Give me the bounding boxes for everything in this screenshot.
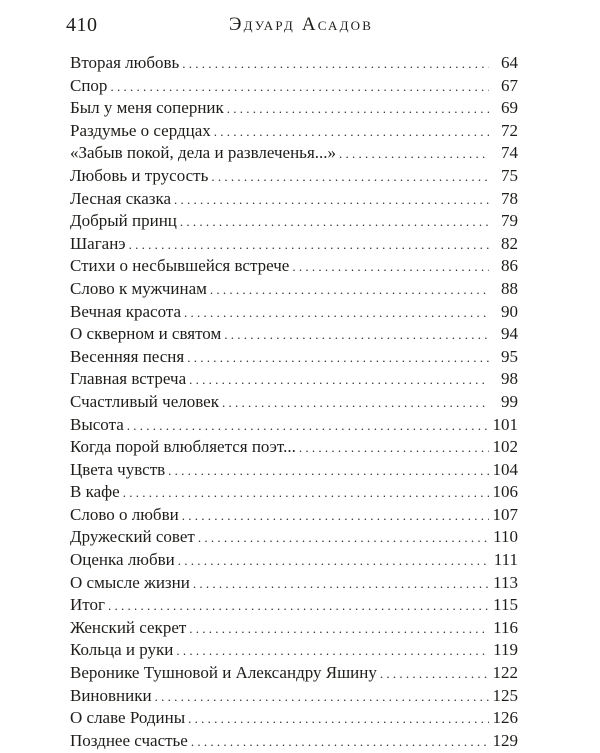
toc-dot-leader: [182, 53, 489, 76]
toc-dot-leader: [380, 663, 489, 686]
toc-dot-leader: [292, 256, 489, 279]
toc-entry-page: 69: [501, 98, 518, 118]
toc-entry: [70, 685, 518, 708]
toc-entry-title: Любовь и трусость: [70, 165, 209, 185]
toc-entry-title: Вечная красота: [70, 301, 182, 321]
toc-entry-title: «Забыв покой, дела и развлеченья...»: [70, 143, 337, 163]
toc-dot-leader: [110, 76, 489, 99]
toc-entry-title: Счастливый человек: [70, 391, 219, 411]
toc-entry-title: Спор: [70, 75, 108, 95]
toc-entry-title: О скверном и святом: [70, 324, 222, 344]
toc-entry-page: 90: [501, 301, 518, 321]
toc-entry-title: О славе Родины: [70, 708, 186, 728]
toc-entry-title: В кафе: [70, 482, 120, 502]
toc-entry-title: Добрый принц: [70, 211, 177, 231]
toc-entry-title: Главная встреча: [70, 369, 187, 389]
toc-entry-page: 126: [492, 708, 518, 728]
toc-entry-title: Лесная сказка: [70, 188, 171, 208]
toc-entry-title: Высота: [70, 414, 124, 434]
toc-dot-leader: [189, 618, 489, 641]
toc-entry-page: 74: [501, 143, 518, 163]
toc-entry: [70, 414, 518, 437]
toc-entry: [70, 255, 518, 278]
toc-entry-page: 78: [501, 188, 518, 208]
toc-entry-title: Дружеский совет: [70, 527, 195, 547]
toc-entry: [70, 391, 518, 414]
toc-entry: [70, 323, 518, 346]
toc-entry: [70, 662, 518, 685]
toc-entry-title: Раздумье о сердцах: [70, 120, 211, 140]
toc-entry-title: Веронике Тушновой и Александру Яшину: [70, 663, 377, 683]
toc-dot-leader: [184, 302, 489, 325]
toc-entry-page: 72: [501, 120, 518, 140]
toc-entry-title: Слово к мужчинам: [70, 278, 207, 298]
toc-entry-page: 111: [493, 550, 518, 570]
toc-entry: [70, 142, 518, 165]
toc-entry-title: Шаганэ: [70, 233, 126, 253]
toc-entry: [70, 188, 518, 211]
toc-dot-leader: [227, 98, 489, 121]
toc-entry-page: 113: [493, 572, 518, 592]
toc-dot-leader: [210, 279, 489, 302]
toc-dot-leader: [187, 347, 489, 370]
toc-entry-page: 110: [493, 527, 518, 547]
page-number: 410: [66, 14, 98, 36]
toc-entry-page: 75: [501, 165, 518, 185]
toc-entry: [70, 617, 518, 640]
toc-dot-leader: [123, 482, 489, 505]
toc-entry: [70, 233, 518, 256]
toc-dot-leader: [211, 166, 489, 189]
toc-entry-page: 95: [501, 346, 518, 366]
toc-entry: [70, 436, 518, 459]
toc-entry-page: 82: [501, 233, 518, 253]
toc-entry-title: Оценка любви: [70, 550, 175, 570]
toc-entry: [70, 639, 518, 662]
toc-dot-leader: [176, 640, 489, 663]
toc-entry-title: Женский секрет: [70, 617, 187, 637]
toc-entry-page: 88: [501, 278, 518, 298]
toc-entry-page: 107: [492, 504, 518, 524]
toc-entry-page: 94: [501, 324, 518, 344]
toc-entry-page: 116: [493, 617, 518, 637]
toc-entry-page: 106: [492, 482, 518, 502]
toc-entry-page: 79: [501, 211, 518, 231]
toc-dot-leader: [193, 573, 489, 596]
toc-entry: [70, 594, 518, 617]
toc-dot-leader: [182, 505, 489, 528]
page-header: [66, 14, 526, 42]
toc-dot-leader: [108, 595, 489, 618]
toc-entry-page: 119: [493, 640, 518, 660]
toc-dot-leader: [129, 234, 489, 257]
toc-entry: [70, 504, 518, 527]
toc-entry-page: 102: [492, 437, 518, 457]
toc-entry: [70, 210, 518, 233]
toc-entry-title: Слово о любви: [70, 504, 179, 524]
toc-dot-leader: [155, 686, 489, 709]
toc-dot-leader: [299, 437, 489, 460]
toc-dot-leader: [127, 415, 489, 438]
toc-entry-page: 98: [501, 369, 518, 389]
toc-dot-leader: [214, 121, 489, 144]
toc-entry: [70, 52, 518, 75]
toc-dot-leader: [224, 324, 489, 347]
toc-dot-leader: [222, 392, 489, 415]
toc-entry: [70, 459, 518, 482]
toc-entry: [70, 165, 518, 188]
toc-entry: [70, 526, 518, 549]
toc-entry: [70, 730, 518, 753]
toc-entry: [70, 707, 518, 730]
toc-entry-page: 99: [501, 391, 518, 411]
toc-entry-title: Позднее счастье: [70, 730, 188, 750]
toc-entry: [70, 75, 518, 98]
toc-entry: [70, 481, 518, 504]
table-of-contents: [70, 52, 518, 752]
running-head: Эдуард Асадов: [228, 14, 374, 35]
toc-entry-page: 64: [501, 53, 518, 72]
toc-entry-title: Виновники: [70, 685, 152, 705]
toc-entry-title: Стихи о несбывшейся встрече: [70, 256, 290, 276]
toc-entry: [70, 278, 518, 301]
toc-dot-leader: [174, 189, 489, 212]
toc-entry: [70, 572, 518, 595]
toc-dot-leader: [198, 527, 489, 550]
toc-entry-page: 115: [493, 595, 518, 615]
toc-entry-page: 86: [501, 256, 518, 276]
toc-entry: [70, 549, 518, 572]
toc-entry-title: О смысле жизни: [70, 572, 190, 592]
toc-entry-title: Цвета чувств: [70, 459, 166, 479]
toc-entry-page: 67: [501, 75, 518, 95]
toc-dot-leader: [189, 369, 489, 392]
toc-entry-title: Итог: [70, 595, 105, 615]
toc-entry-title: Когда порой влюбляется поэт...: [70, 437, 296, 457]
toc-entry-page: 122: [492, 663, 518, 683]
toc-entry: [70, 368, 518, 391]
toc-dot-leader: [339, 143, 489, 166]
toc-entry: [70, 346, 518, 369]
toc-entry: [70, 301, 518, 324]
toc-entry-page: 101: [492, 414, 518, 434]
toc-entry-page: 125: [492, 685, 518, 705]
toc-entry-title: Был у меня соперник: [70, 98, 224, 118]
toc-entry: [70, 120, 518, 143]
toc-entry-title: Вторая любовь: [70, 53, 180, 72]
toc-entry-page: 129: [492, 730, 518, 750]
toc-entry-title: Весенняя песня: [70, 346, 185, 366]
toc-entry-title: Кольца и руки: [70, 640, 174, 660]
toc-entry-page: 104: [492, 459, 518, 479]
toc-dot-leader: [188, 708, 489, 731]
toc-dot-leader: [180, 211, 489, 234]
toc-entry: [70, 97, 518, 120]
toc-dot-leader: [178, 550, 489, 573]
toc-dot-leader: [168, 460, 489, 483]
